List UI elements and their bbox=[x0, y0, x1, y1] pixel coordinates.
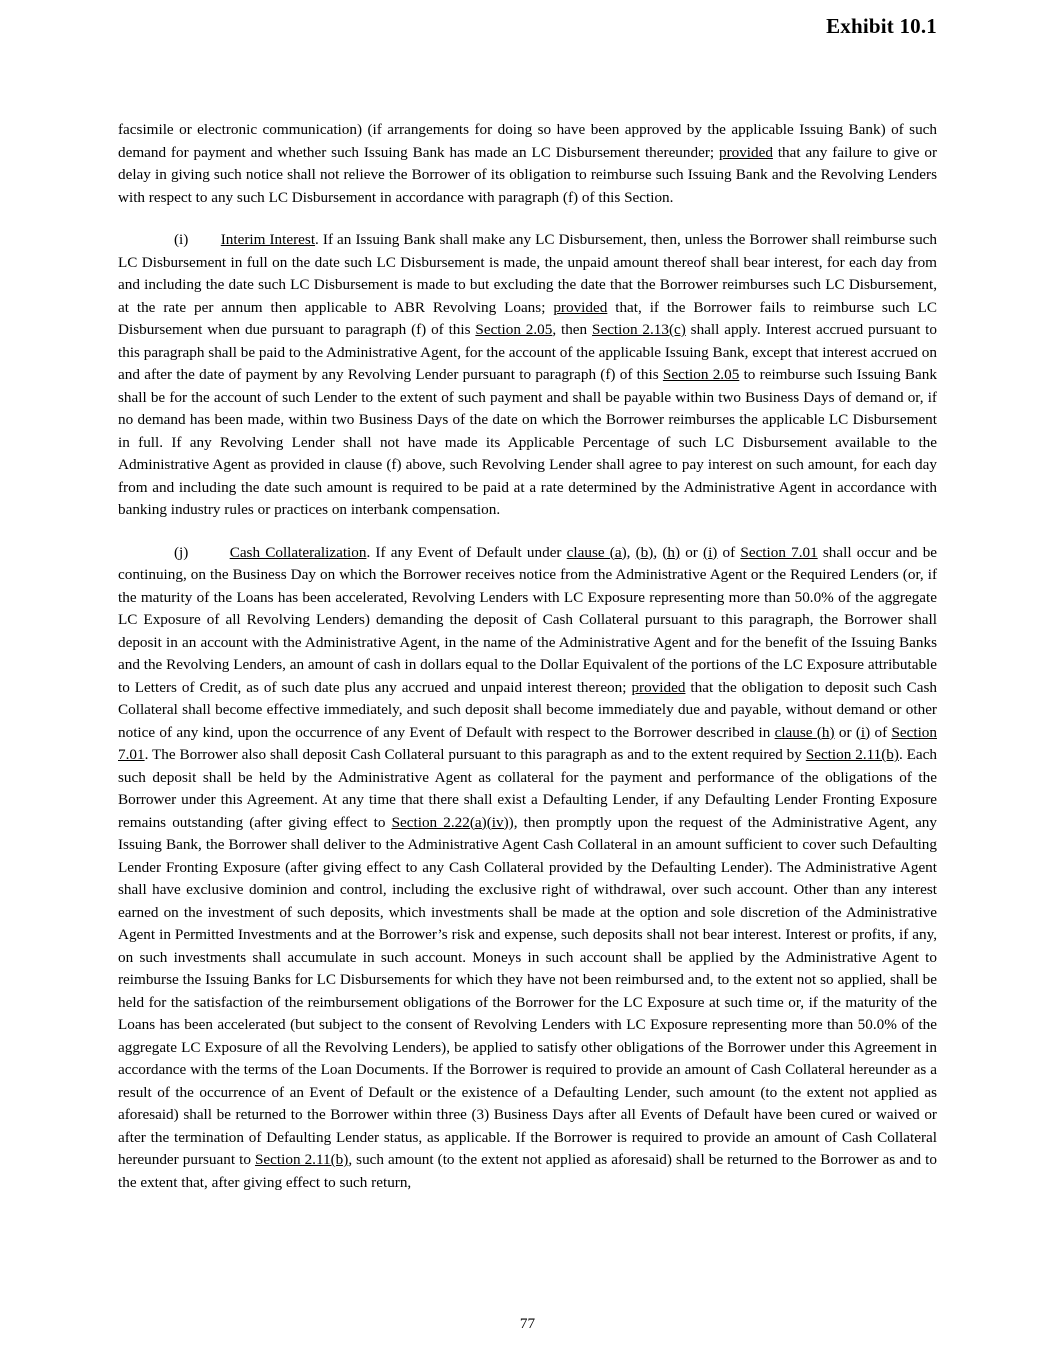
paragraph-text: . Each such deposit shall be held by the Administrative Agent as collateral for the payment and performance of the obligations of the Borrower under this Agreement. At any time that there shall exist a Defaulting Lender, if any Defaulting Lender Fronting Exposure remains outstanding (after giving effect to bbox=[118, 746, 937, 831]
paragraph-text: or bbox=[680, 543, 704, 561]
defined-term-reference: clause (h) bbox=[774, 723, 835, 741]
paragraph-text: to reimburse such Issuing Bank shall be for the account of such Lender to the extent of such payment and shall be payable within two Business Days of demand or, if no demand has been made, within two Business Days of the date on which the Borrower reimburses the applicable LC Disbursement in full. If any Revolving Lender shall not have made its Applicable Percentage of such LC Disbursement available to the Administrative Agent as provided in clause (f) above, such Revolving Lender shall agree to pay interest on such amount, for each day from and including the date such amount is required to be paid at a rate determined by the Administrative Agent in accordance with banking industry rules or practices on interbank compensation. bbox=[118, 366, 937, 518]
paragraph bbox=[118, 229, 937, 522]
paragraph-text: , bbox=[653, 543, 663, 561]
defined-term-reference: (h) bbox=[662, 543, 681, 561]
paragraph-text: shall occur and be continuing, on the Business Day on which the Borrower receives notice from the Administrative Agent or the Required Lenders (or, if the maturity of the Loans has been accelerated, Revolving Lenders with LC Exposure representing more than 50.0% of the aggregate LC Exposure of all Revolving Lenders) demanding the deposit of Cash Collateral pursuant to this paragraph, the Borrower shall deposit in an account with the Administrative Agent, in the name of the Administrative Agent and for the benefit of the Issuing Banks and the Revolving Lenders, an amount of cash in dollars equal to the Dollar Equivalent of the portions of the LC Exposure attributable to Letters of Credit, as of such date plus any accrued and unpaid interest thereon; bbox=[118, 543, 938, 696]
defined-term-reference: Interim Interest bbox=[220, 231, 316, 248]
paragraph-text: , then bbox=[552, 321, 592, 338]
paragraph-text: , such amount (to the extent not applied as aforesaid) shall be returned to the Borrower as and to the extent that, after giving effect to such return, bbox=[118, 1151, 937, 1191]
defined-term-reference: Section 7.01 bbox=[118, 723, 937, 763]
paragraph-text: (j) bbox=[174, 543, 189, 561]
paragraph-text: shall apply. Interest accrued pursuant to this paragraph shall be paid to the Administrative Agent, for the account of the applicable Issuing Bank, except that interest accrued on and after the date of payment by any Revolving Lender pursuant to paragraph (f) of this bbox=[118, 321, 937, 383]
defined-term-reference: provided bbox=[553, 298, 608, 316]
defined-term-reference: provided bbox=[718, 143, 773, 161]
defined-term-reference: Section 7.01 bbox=[740, 543, 818, 561]
defined-term-reference: Section 2.11(b) bbox=[254, 1151, 349, 1168]
defined-term-reference: Section 2.22(a)(iv) bbox=[391, 813, 509, 831]
defined-term-reference: (i) bbox=[855, 723, 871, 741]
defined-term-reference: Section 2.11(b) bbox=[805, 746, 899, 763]
paragraph-text: . If any Event of Default under bbox=[366, 543, 567, 561]
paragraph-text: of bbox=[717, 543, 741, 561]
document-body bbox=[118, 119, 937, 1194]
paragraph-text: that, if the Borrower fails to reimburse such LC Disbursement when due pursuant to paragraph (f) of this bbox=[118, 298, 937, 338]
paragraph-text: facsimile or electronic communication) (if arrangements for doing so have been approved by the applicable Issuing Bank) of such demand for payment and whether such Issuing Bank has made an LC Disbursement thereunder; bbox=[118, 121, 937, 161]
paragraph-text bbox=[188, 544, 229, 561]
paragraph-text: . The Borrower also shall deposit Cash Collateral pursuant to this paragraph as and to the extent required by bbox=[144, 746, 806, 763]
defined-term-reference: (b) bbox=[635, 543, 654, 561]
paragraph-text: (i) bbox=[174, 231, 189, 248]
paragraph-text: of bbox=[870, 723, 892, 741]
paragraph-text: or bbox=[834, 723, 856, 741]
exhibit-label: Exhibit 10.1 bbox=[826, 14, 937, 38]
paragraph bbox=[118, 119, 937, 209]
defined-term-reference: Section 2.05 bbox=[662, 366, 740, 383]
defined-term-reference: clause (a) bbox=[566, 543, 627, 561]
defined-term-reference: Section 2.05 bbox=[475, 321, 553, 338]
paragraph-text: that any failure to give or delay in giving such notice shall not relieve the Borrower of its obligation to reimburse such Issuing Bank and the Revolving Lenders with respect to any such LC Disbursement in accordance with paragraph (f) of this Section. bbox=[118, 143, 937, 206]
paragraph-text: , bbox=[626, 543, 636, 561]
paragraph-text: that the obligation to deposit such Cash Collateral shall become effective immediately, and such deposit shall become immediately due and payable, without demand or other notice of any kind, upon the occurrence of any Event of Default with respect to the Borrower described in bbox=[118, 678, 937, 741]
defined-term-reference: Cash Collateralization bbox=[229, 543, 367, 561]
defined-term-reference: (i) bbox=[703, 543, 718, 561]
paragraph-text bbox=[188, 231, 220, 248]
paragraph-text: ), then promptly upon the request of the Administrative Agent, any Issuing Bank, the Borrower shall deliver to the Administrative Agent Cash Collateral in an amount sufficient to cover such Defaulting Lender Fronting Exposure (after giving effect to any Cash Collateral provided by the Defaulting Lender). The Administrative Agent shall have exclusive dominion and control, including the exclusive right of withdrawal, over such account. Other than any interest earned on the investment of such deposits, which investments shall be made at the option and sole discretion of the Administrative Agent in Permitted Investments and at the Borrower’s risk and expense, such deposits shall not bear interest. Interest or profits, if any, on such investments shall accumulate in such account. Moneys in such account shall be applied by the Administrative Agent to reimburse the Issuing Banks for LC Disbursements for which they have not been reimbursed and, to the extent not so applied, shall be held for the satisfaction of the reimbursement obligations of the Borrower for the LC Exposure at such time or, if the maturity of the Loans has been accelerated (but subject to the consent of Revolving Lenders with LC Exposure representing more than 50.0% of the aggregate LC Exposure of all the Revolving Lenders), be applied to satisfy other obligations of the Borrower under this Agreement in accordance with the terms of the Loan Documents. If the Borrower is required to provide an amount of Cash Collateral hereunder as a result of the occurrence of an Event of Default or the existence of a Defaulting Lender, such amount (to the extent not applied as aforesaid) shall be returned to the Borrower within three (3) Business Days after all Events of Default have been cured or waived or after the termination of Defaulting Lender status, as applicable. If the Borrower is required to provide an amount of Cash Collateral hereunder pursuant to bbox=[118, 813, 937, 1168]
paragraph-text: . If an Issuing Bank shall make any LC Disbursement, then, unless the Borrower shall reimburse such LC Disbursement in full on the date such LC Disbursement is made, the unpaid amount thereof shall bear interest, for each day from and including the date such LC Disbursement is made to but excluding the date that the Borrower reimburses such LC Disbursement, at the rate per annum then applicable to ABR Revolving Loans; bbox=[118, 231, 938, 316]
paragraph bbox=[118, 542, 937, 1195]
page-number: 77 bbox=[519, 1315, 536, 1332]
defined-term-reference: Section 2.13(c) bbox=[592, 321, 686, 338]
defined-term-reference: provided bbox=[631, 678, 686, 696]
